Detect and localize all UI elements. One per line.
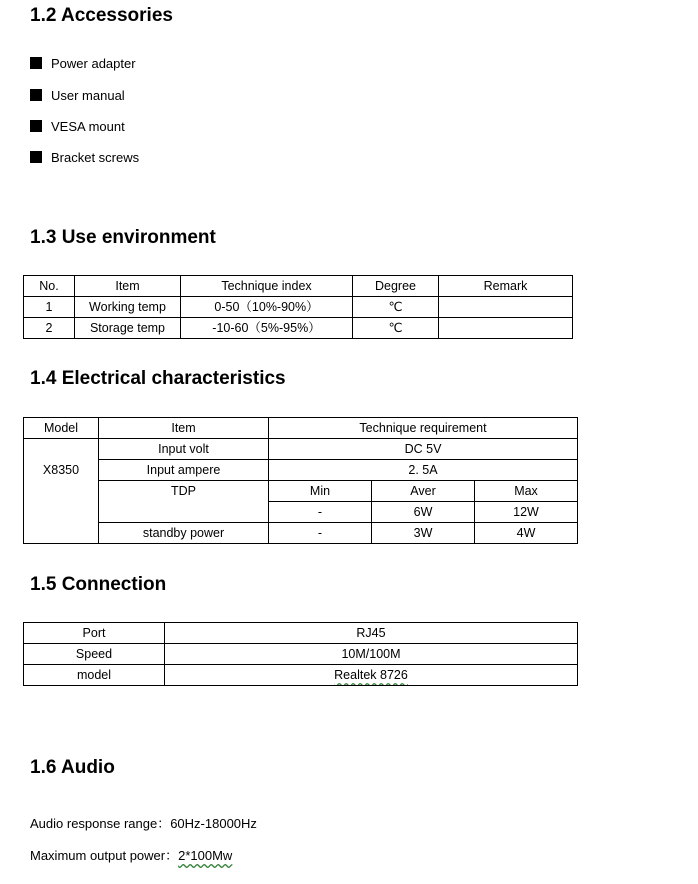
- table-header-row: [24, 418, 578, 439]
- accessories-heading: 1.2 Accessories: [30, 5, 173, 26]
- table-cell: [439, 297, 573, 318]
- table-cell: 2. 5A: [269, 460, 578, 481]
- header-cell: Item: [99, 418, 269, 439]
- audio-response-line: [30, 813, 257, 832]
- accessory-item: Power adapter: [30, 55, 136, 71]
- table-cell: 12W: [475, 502, 578, 523]
- table-cell: model: [24, 665, 165, 686]
- model-cell: X8350: [24, 439, 99, 544]
- table-row: [24, 481, 578, 502]
- table-cell: Port: [24, 623, 165, 644]
- audio-output-value: 2*100Mw: [178, 848, 233, 863]
- electrical-heading: 1.4 Electrical characteristics: [30, 368, 286, 389]
- table-cell: 4W: [475, 523, 578, 544]
- table-cell: standby power: [99, 523, 269, 544]
- table-cell: 1: [24, 297, 75, 318]
- header-cell: Remark: [439, 276, 573, 297]
- table-cell: Input volt: [99, 439, 269, 460]
- connection-heading: 1.5 Connection: [30, 574, 167, 595]
- header-cell: Technique requirement: [269, 418, 578, 439]
- audio-heading: 1.6 Audio: [30, 757, 115, 778]
- electrical-table: [23, 417, 578, 544]
- table-cell: 0-50（10%-90%）: [181, 297, 353, 318]
- table-cell: -: [269, 502, 372, 523]
- audio-output-label: Maximum output power：: [30, 848, 179, 863]
- table-cell: Input ampere: [99, 460, 269, 481]
- table-cell: ℃: [353, 297, 439, 318]
- table-cell: -10-60（5%-95%）: [181, 318, 353, 339]
- table-row: [24, 297, 573, 318]
- bullet-square-icon: [30, 89, 42, 101]
- audio-output-line: [30, 845, 232, 864]
- accessory-item: User manual: [30, 87, 125, 103]
- table-row: [24, 318, 573, 339]
- accessory-item: Bracket screws: [30, 149, 139, 165]
- bullet-square-icon: [30, 151, 42, 163]
- table-cell: 6W: [372, 502, 475, 523]
- table-cell: [439, 318, 573, 339]
- network-chip-model: Realtek 8726: [334, 668, 408, 682]
- table-cell: 3W: [372, 523, 475, 544]
- table-cell: 10M/100M: [165, 644, 578, 665]
- audio-response-value: 60Hz-18000Hz: [170, 816, 257, 831]
- table-cell: -: [269, 523, 372, 544]
- table-cell: ℃: [353, 318, 439, 339]
- table-row: [24, 460, 578, 481]
- table-cell: RJ45: [165, 623, 578, 644]
- table-header-row: [24, 276, 573, 297]
- environment-table: [23, 275, 573, 339]
- header-cell: Technique index: [181, 276, 353, 297]
- table-cell: [165, 665, 578, 686]
- bullet-square-icon: [30, 120, 42, 132]
- table-cell: Aver: [372, 481, 475, 502]
- header-cell: Model: [24, 418, 99, 439]
- table-cell: DC 5V: [269, 439, 578, 460]
- table-cell: TDP: [99, 481, 269, 523]
- connection-table: [23, 622, 578, 686]
- audio-response-label: Audio response range：: [30, 816, 171, 831]
- table-row: [24, 439, 578, 460]
- table-cell: 2: [24, 318, 75, 339]
- header-cell: Degree: [353, 276, 439, 297]
- bullet-square-icon: [30, 57, 42, 69]
- header-cell: No.: [24, 276, 75, 297]
- table-cell: Max: [475, 481, 578, 502]
- accessory-item: VESA mount: [30, 118, 125, 134]
- table-cell: Speed: [24, 644, 165, 665]
- environment-heading: 1.3 Use environment: [30, 227, 216, 248]
- table-row: [24, 523, 578, 544]
- table-cell: Storage temp: [75, 318, 181, 339]
- table-cell: Min: [269, 481, 372, 502]
- table-row: [24, 623, 578, 644]
- table-cell: Working temp: [75, 297, 181, 318]
- table-row: [24, 644, 578, 665]
- table-row: [24, 665, 578, 686]
- header-cell: Item: [75, 276, 181, 297]
